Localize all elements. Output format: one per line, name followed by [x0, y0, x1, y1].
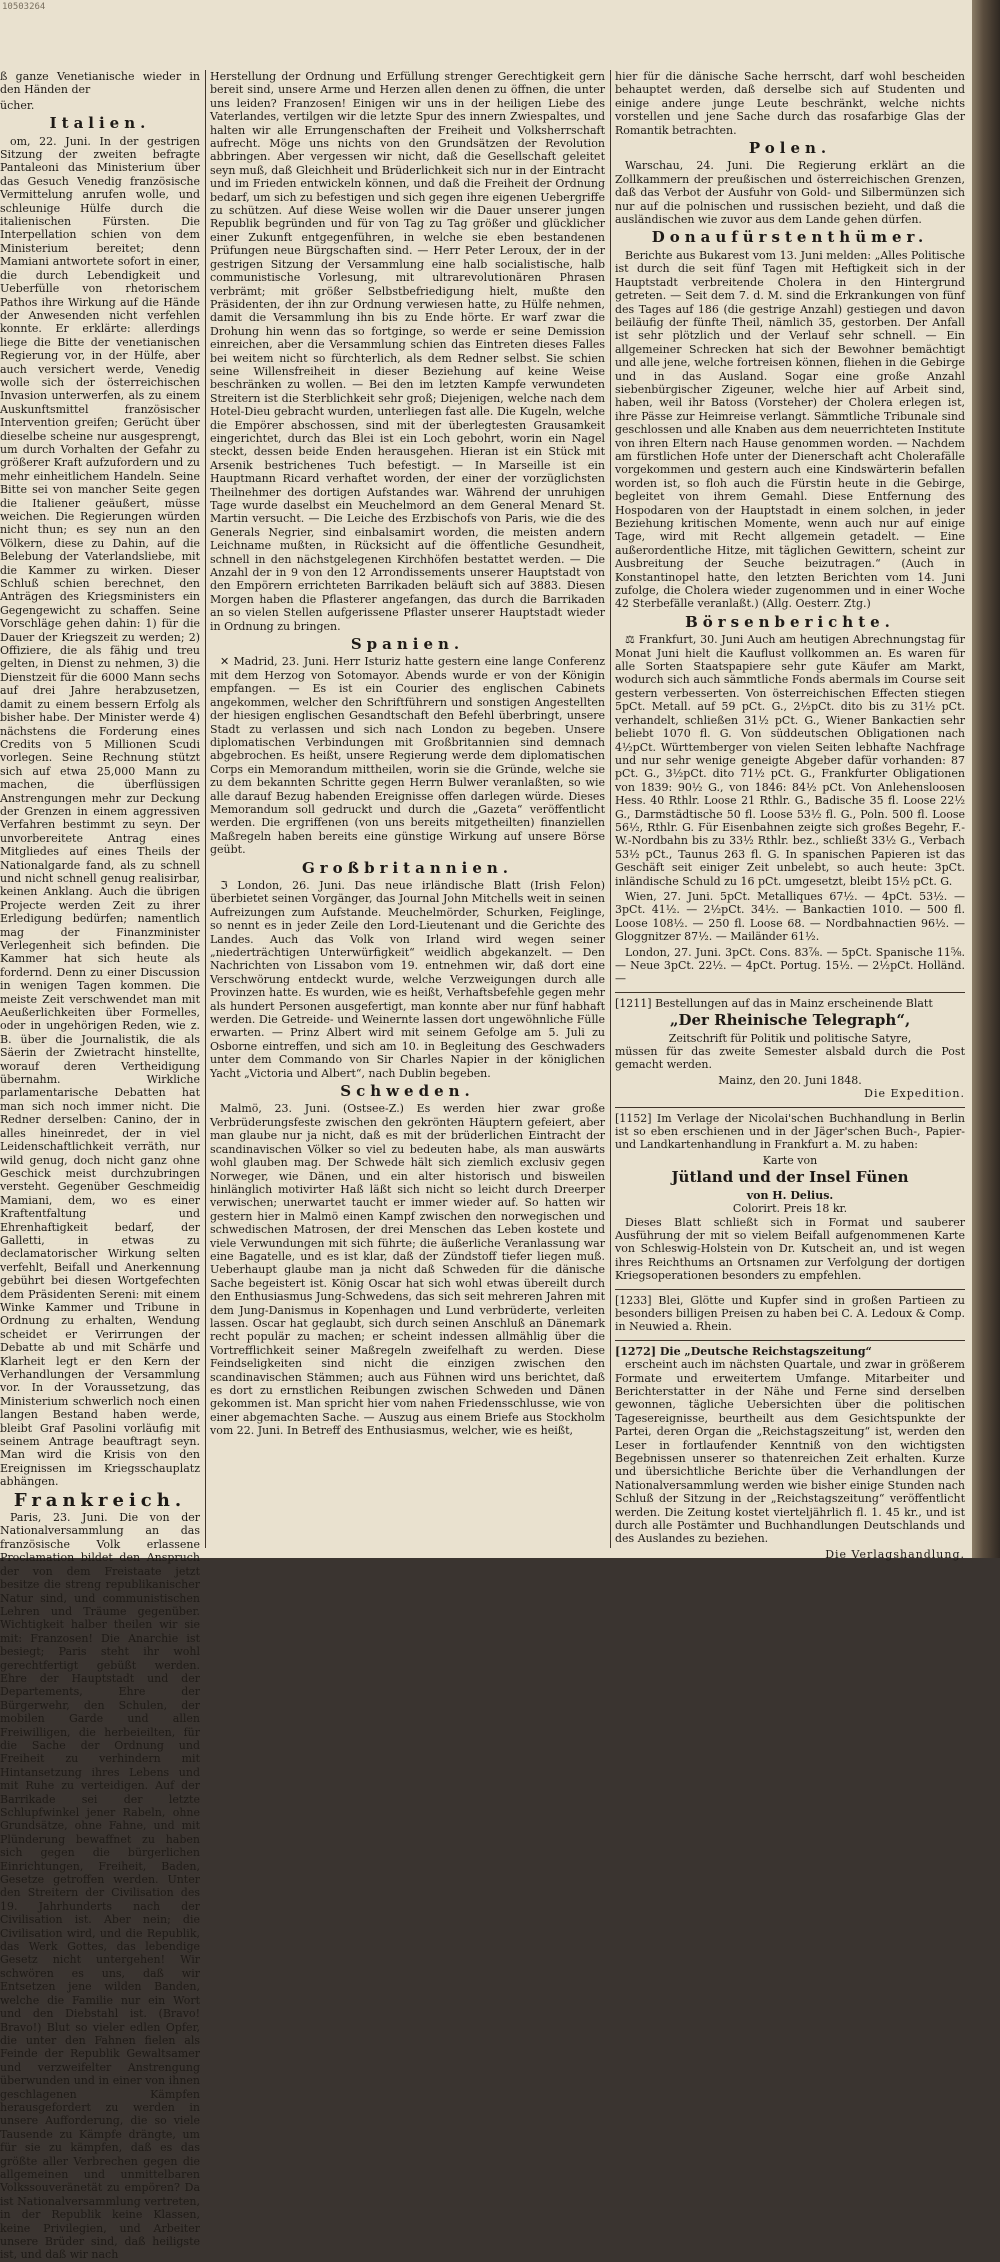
advertisement-reichstagszeitung	[615, 1340, 965, 1562]
article-frankreich: Paris, 23. Juni. Die von der Nationalversammlung an das französische Volk erlassene Proclamation bildet den Anspruch der von dem Freistaate jetzt besitze die streng republikanischer Natur sind, und communistischen Lehren und Träume gegenüber. Wichtigkeit halber theilen wir sie mit: Franzosen! Die Anarchie ist besiegt; Paris steht ihr wohl gerechtfertigt gebüßt werden. Ehre der Hauptstadt und der Departements, Ehre der Bürgerwehr, den Schulen, der mobilen Garde und allen Freiwilligen, die herbeieilten, für die Sache der Ordnung und Freiheit zu verhindern mit Hintansetzung ihres Lebens und mit Ruhe zu verteidigen. Auf der Barrikade sei der letzte Schlupfwinkel jener Rabeln, ohne Grundsätze, ohne Fahne, und mit Plünderung bewaffnet zu haben sich gegen die bürgerlichen Einrichtungen, Freiheit, Baden, Gesetze getroffen werden. Unter den Streitern der Civilisation des 19. Jahrhunderts nach der Civilisation ist. Aber nein; die Civilisation wird, und die Republik, das Werk Gottes, das lebendige Gesetz nicht untergehen! Wir schwören es uns, daß wir Entsetzen jene wilden Banden, welche die Familie nur ein Wort und den Diebstahl ist. (Bravo! Bravo!) Blut so vieler edlen Opfer, die unter den Fahnen fielen als Feinde der Republik Gewaltsamer und verzweifelter Anstrengung überwunden und in einer von ihnen geschlagenen Kämpfen herausgefordert zu werden in unsere Aufforderung, die so viele Tausende zu Kämpfe drängte, um für sie zu kämpfen, daß es das größte aller Verbrechen gegen die allgemeinen und unmittelbaren Volkssouveränetät zu empören? Da ist Nationalversammlung vertreten, in der Republik keine Klassen, keine Privilegien, und Arbeiter unsere Brüder sind, daß heiligste ist, und daß wir nach	[0, 1511, 200, 2262]
section-heading-grossbritannien: Großbritannien.	[301, 858, 514, 877]
article-wien: Wien, 27. Juni. 5pCt. Metalliques 67½. — 4pCt. 53½. — 3pCt. 41½. — 2½pCt. 34½. — Bankactien 1010. — 500 fl. Loose 108½. — 250 fl. Loose 68. — Nordbahnactien 96½. — Gloggnitzer 87½. — Mailänder 61½.	[615, 889, 965, 944]
column-middle	[210, 70, 605, 1550]
article-donau: Berichte aus Bukarest vom 13. Juni melden: „Alles Politische ist durch die seit fünf Tagen mit Heftigkeit sich in der Hauptstadt verbreitende Cholera in den Hintergrund getreten. — Seit dem 7. d. M. sind die Erkrankungen von fünf des Tages auf 186 (die gestrige Anzahl) gestiegen und davon beiläufig der fünfte Theil, nämlich 35, gestorben. Der Anfall ist sehr plötzlich und der Verlauf sehr schnell. — Ein allgemeiner Schrecken hat sich der Bewohner bemächtigt und alle jene, welche fortreisen können, fliehen in die Gebirge und in das Ausland. Sogar eine große Anzahl siebenbürgischer Zigeuner, welche hier auf Arbeit sind, haben, weil ihr Batoss (Vorsteher) der Cholera erlegen ist, ihre Pässe zur Heimreise verlangt. Sämmtliche Tribunale sind geschlossen und alle Knaben aus dem neuerrichteten Institute von ihren Eltern nach Hause genommen worden. — Nachdem am fürstlichen Hofe unter der Dienerschaft acht Cholerafälle vorgekommen und gestern auch eine Kindswärterin befallen worden ist, so floh auch die Fürstin heute in die Gebirge, begleitet von ihrem Gemahl. Diese Entfernung des Hospodaren von der Hauptstadt in einem solchen, in jeder Beziehung kritischen Momente, wenn auch nur auf einige Tage, wird mit Recht allgemein getadelt. — Eine außerordentliche Hitze, mit täglichen Gewittern, scheint zur Ausbreitung der Seuche beizutragen.“ (Auch in Konstantinopel hatte, den letzten Berichten vom 14. Juni zufolge, die Cholera wieder zugenommen und in einer Woche 42 Sterbefälle veranlaßt.) (Allg. Oesterr. Ztg.)	[615, 248, 965, 611]
article-frankfurt: ⚖ Frankfurt, 30. Juni Auch am heutigen Abrechnungstag für Monat Juni hielt die Kauflust vollkommen an. Es waren für alle Sorten Staatspapiere sehr gute Käufer am Markt, wodurch sich auch sämmtliche Fonds abermals im Course seit gestern verbesserten. Von österreichischen Effecten stiegen 5pCt. Metall. auf 59 pCt. G., 2½pCt. dito bis zu 31½ pCt. verhandelt, schließen 31½ pCt. G., Wiener Bankactien sehr beliebt 1070 fl. G. Von süddeutschen Obligationen nach 4½pCt. Württemberger von vielen Seiten lebhafte Nachfrage und nur sehr wenige geneigte Abgeber dafür vorhanden: 87 pCt. G., 3½pCt. dito 71½ pCt. G., Frankfurter Obligationen von 1839: 90½ G., von 1846: 84½ pCt. Von Anlehensloosen Hess. 40 Rthlr. Loose 21 Rthlr. G., Badische 35 fl. Loose 22½ G., Darmstädtische 50 fl. Loose 53½ fl. G., Poln. 500 fl. Loose 56½, Rthlr. G. Für Eisenbahnen zeigte sich großes Begehr, F.-W.-Nordbahn bis zu 33½ Rthlr. bez., schließt 33½ G., Verbach 53½ pCt., Taunus 263 fl. G. In spanischen Papieren ist das Geschäft seit einiger Zeit unbelebt, so auch heute: 3pCt. inländische Schuld zu 16 pCt. umgesetzt, bleibt 15½ pCt. G.	[615, 633, 965, 888]
ad-text: [1211] Bestellungen auf das in Mainz erscheinende Blatt	[615, 996, 933, 1010]
section-heading-italien: Italien.	[49, 114, 151, 133]
advertisement-karte	[615, 1107, 965, 1283]
article-grossbritannien: ℑ London, 26. Juni. Das neue irländische Blatt (Irish Felon) überbietet seinen Vorgänger, das Journal John Mitchells weit in seinen Aufreizungen zum Aufstande. Meuchelmörder, Schurken, Feiglinge, so nennt es in jeder Zeile den Lord-Lieutenant und die Gerichte des Landes. Auch das Volk von Irland wird wegen seiner „niederträchtigen Unterwürfigkeit“ weidlich abgekanzelt. — Den Nachrichten von Lissabon vom 19. entnehmen wir, daß dort eine Verschwörung entdeckt wurde, welche Verzweigungen durch alle Provinzen hatte. Es wurden, wie es heißt, Verhaftsbefehle gegen mehr als hundert Personen ausgefertigt, man konnte aber nur fünf habhaft werden. Die Getreide- und Weinernte lassen dort ungewöhnliche Fülle erwarten. — Prinz Albert wird mit seinem Gefolge am 5. Juli zu Osborne eintreffen, und sich am 10. in Begleitung des Geschwaders unter dem Commando von Sir Charles Napier in der königlichen Yacht „Victoria und Albert“, nach Dublin begeben.	[210, 878, 605, 1080]
ad-date: Mainz, den 20. Juni 1848.	[718, 1073, 862, 1087]
ad-body: Dieses Blatt schließt sich in Format und sauberer Ausführung der mit so vielem Beifall aufgenommenen Karte von Schleswig-Holstein von Dr. Kutscheit an, und ist wegen ihres Reichthums an Ortsnamen zur Verfolgung der dortigen Kriegsoperationen besonders zu empfehlen.	[615, 1215, 965, 1283]
section-heading-spanien: Spanien.	[350, 635, 465, 654]
archive-stamp: 10503264	[2, 2, 46, 12]
ad-body: erscheint auch im nächsten Quartale, und zwar in größerem Formate und erweitertem Umfange. Mitarbeiter und Berichterstatter in der Nähe und Ferne sind derselben gewonnen, tägliche Uebersichten über die politischen Tagesereignisse, beurtheilt aus dem Gesichtspunkte der Partei, deren Organ die „Reichstagszeitung“ ist, werden den Leser in fortlaufender Kenntniß von den wichtigsten Begebnissen unserer so thatenreichen Zeit erhalten. Kurze und übersichtliche Berichte über die Verhandlungen der Nationalversammlung werden wie bisher einige Stunden nach Schluß der Sitzung in der „Reichstagszeitung“ veröffentlicht werden. Die Zeitung kostet vierteljährlich fl. 1. 45 kr., und ist durch alle Postämter und Buchhandlungen Deutschlands und des Auslandes zu beziehen.	[615, 1358, 965, 1546]
ad-title: Jütland und der Insel Fünen	[671, 1168, 909, 1187]
column-rule	[205, 70, 206, 1548]
paragraph: ücher.	[0, 98, 35, 112]
article-schweden-cont: hier für die dänische Sache herrscht, darf wohl bescheiden behauptet werden, daß derselbe sich auf Studenten und einige andere junge Leute beschränkt, welche nichts vorstellen und jene Sache durch das rosafarbige Glas der Romantik betrachten.	[615, 70, 965, 137]
article-polen: Warschau, 24. Juni. Die Regierung erklärt an die Zollkammern der preußischen und österreichischen Grenzen, daß das Verbot der Ausfuhr von Gold- und Silbermünzen sich nur auf die polnischen und russischen bezieht, und daß die ausländischen wie zuvor aus dem Lande gehen dürfen.	[615, 159, 965, 227]
section-heading-frankreich: Frankreich.	[13, 1489, 187, 1511]
ad-karte-label: Karte von	[762, 1153, 818, 1167]
section-heading-polen: Polen.	[748, 139, 832, 158]
article-italien: om, 22. Juni. In der gestrigen Sitzung der zweiten befragte Pantaleoni das Ministerium über das Gesuch Venedig französische Vermittelung anrufen wolle, und schleunige Hülfe durch die italienischen Fürsten. Die Interpellation schien von dem Ministerium bereitet; denn Mamiani antwortete sofort in einer, die durch Lebendigkeit und Ueberfülle von rhetorischem Pathos ihre Wirkung auf die Hände der Anwesenden nicht verfehlen konnte. Er erklärte: allerdings liege die Bitte der venetianischen Regierung vor, in der Hülfe, aber auch versichert werde, Venedig wolle sich der österreichischen Invasion unterwerfen, als zu einem Auskunftsmittel französischer Intervention greifen; Gerücht über dieselbe scheine nur ausgesprengt, um durch Vorhalten der Gefahr zu größerer Kraft aufzufordern und zu mehr einheitlichem Handeln. Seine Bitte sei von mancher Seite gegen die Italiener geäußert, müsse weichen. Die Regierungen würden nicht thun; es sey nun an den Völkern, diese zu Dahin, auf die Belebung der Vaterlandsliebe, mit die Kammer zu wirken. Dieser Schluß schien berechnet, den Anträgen des Kriegsministers ein Gegengewicht zu schaffen. Seine Vorschläge gehen dahin: 1) für die Dauer der Kriegszeit zu werden; 2) Offiziere, die als fähig und treu gelten, in Dienst zu nehmen, 3) die Dienstzeit für die 6000 Mann sechs auf drei Jahre herabzusetzen, damit zu einem bessern Erfolg als bisher habe. Der Minister werde 4) nächstens die Forderung eines Credits von 5 Millionen Scudi vorlegen. Seine Rechnung stützt sich auf etwa 25,000 Mann zu machen, die überflüssigen Anstrengungen mehr zur Deckung der Grenzen in einem aggressiven Verfahren bestimmt zu seyn. Der unvorbereitete Antrag eines Mitgliedes auf eines Theils der Nationalgarde fand, als zu schnell und nicht schnell genug realisirbar, keinen Anklang. Auch die übrigen Projecte werden Zeit zu ihrer Erledigung bedürfen; namentlich mag der Finanzminister Verlegenheit sich befinden. Die Kammer hat sich heute als fordernd. Denn zu einer Discussion in wenigen Tagen kommen. Die meiste Zeit verschwendet man mit Aeußerlichkeiten über Formelles, oder in ungehörigen Reden, wie z. B. über die Journalistik, die als Säerin der Zwietracht hinstellte, worauf deren Vertheidigung übernahm. Wirkliche parlamentarische Debatten hat man sich noch immer nicht. Die Redner derselben: Canino, der in alles hineinredet, der in viel Leidenschaftlichkeit verräth, nur wild genug, doch nicht ganz ohne Geschick meist durchzubringen versteht. Gegenüber Geschmeidig Mamiani, dem, wo es einer Kraftentfaltung und Ehrenhaftigkeit bedarf, der Galletti, in etwas zu declamatorischer Wirkung selten verfehlt, Beifall und Anerkennung gebührt bei diesen Wortgefechten dem Präsidenten Sereni: mit einem Winke Kammer und Tribune in Ordnung zu erhalten, Wendung scheidet er Verirrungen der Debatte ab und mit Schärfe und Klarheit legt er den Kern der Verhandlungen der Versammlung vor. In der Voraussetzung, das Ministerium schwerlich noch einen langen Bestand haben werde, bleibt Graf Pasolini vorläufig mit seinem Antrage beauftragt seyn. Man wird die Krisis von den Ereignissen im Kriegsschauplatz abhängen.	[0, 134, 200, 1489]
column-right	[615, 70, 965, 1561]
ad-signature: Die Expedition.	[864, 1087, 965, 1101]
article-london: London, 27. Juni. 3pCt. Cons. 83⅞. — 5pCt. Spanische 11⅝. — Neue 3pCt. 22½. — 4pCt. Portug. 15½. — 2½pCt. Holländ. —	[615, 945, 965, 986]
advertisement-telegraph	[615, 992, 965, 1101]
ad-text: [1152] Im Verlage der Nicolai'schen Buchhandlung in Berlin ist so eben erschienen und in der Jäger'schen Buch-, Papier- und Landkartenhandlung in Frankfurt a. M. zu haben:	[615, 1111, 965, 1152]
ad-price: Colorirt. Preis 18 kr.	[732, 1202, 848, 1216]
ad-title: „Der Rheinische Telegraph“,	[669, 1011, 911, 1030]
ad-text: [1233] Blei, Glötte und Kupfer sind in großen Partieen zu besonders billigen Preisen zu haben bei C. A. Ledoux & Comp. in Neuwied a. Rhein.	[615, 1293, 965, 1334]
ad-signature: Die Verlagshandlung.	[825, 1547, 965, 1561]
section-heading-schweden: Schweden.	[340, 1082, 475, 1101]
ad-title: [1272] Die „Deutsche Reichstagszeitung“	[615, 1344, 872, 1358]
advertisement-blei	[615, 1289, 965, 1334]
book-gutter	[972, 0, 1000, 1558]
article-spanien: ✕ Madrid, 23. Juni. Herr Isturiz hatte gestern eine lange Conferenz mit dem Herzog von Sotomayor. Abends wurde er von der Königin empfangen. — Es ist ein Courier des englischen Cabinets angekommen, welcher den Schriftführern und sonstigen Angestellten der hiesigen englischen Gesandtschaft den Befehl überbringt, unsere Stadt zu verlassen und sich nach London zu begeben. Unsere diplomatischen Verbindungen mit Großbritannien sind demnach abgebrochen. Es heißt, unsere Regierung werde dem diplomatischen Corps ein Memorandum mittheilen, worin sie die Gründe, welche sie zu dem bekannten Schritte gegen Herrn Bulwer veranlaßten, so wie alle darauf Bezug habenden Ereignisse offen darlegen würde. Dieses Memorandum soll gedruckt und durch die „Gazeta“ veröffentlicht werden. Die ergriffenen (von uns bereits mitgetheilten) finanziellen Maßregeln haben bereits eine günstige Wirkung auf unsere Börse geübt.	[210, 655, 605, 857]
column-left	[0, 70, 200, 2262]
article-schweden: Malmö, 23. Juni. (Ostsee-Z.) Es werden hier zwar große Verbrüderungsfeste zwischen den gekrönten Häuptern gefeiert, aber man glaube nur ja nicht, daß es mit der brüderlichen Eintracht der scandinavischen Völker so viel zu bedeuten habe, als man auswärts wohl glauben mag. Der Schwede hält sich ziemlich exclusiv gegen Norweger, wie Dänen, und ein alter historisch und bisweilen hinlänglich motivirter Haß läßt sich nicht so leicht durch Dreerper verwischen; unerwartet taucht er immer wieder auf. So hatten wir gestern hier in Malmö einen Kampf zwischen den norwegischen und schwedischen Matrosen, der drei Menschen das Leben kostete und viele Verwundungen mit sich führte; die äußerliche Veranlassung war eine Bagatelle, und es ist klar, daß der Zündstoff tiefer liegen muß. Ueberhaupt glaube man ja nicht daß Schweden für die dänische Sache begeistert ist. König Oscar hat sich wohl etwas übereilt durch den Enthusiasmus Jung-Schwedens, das sich seit mehreren Jahren mit dem Jung-Danismus in Kopenhagen und Lund verbrüderte, verleiten lassen. Oscar hat geglaubt, sich durch seinen Anschluß an Dänemark recht populär zu machen; er scheint indessen allmählig über die Vortrefflichkeit seiner Maßregeln zweifelhaft zu werden. Diese Feindseligkeiten sind nicht die einzigen zwischen den scandinavischen Stämmen; auch aus Fühnen wird uns berichtet, daß es dort zu ernstlichen Reibungen zwischen Schweden und Dänen gekommen ist. Man spricht hier vom nahen Friedensschlusse, wie von einer abgemachten Sache. — Auszug aus einem Briefe aus Stockholm vom 22. Juni. In Betreff des Enthusiasmus, welcher, wie es heißt,	[210, 1102, 605, 1438]
ad-body: müssen für das zweite Semester alsbald durch die Post gemacht werden.	[615, 1045, 965, 1072]
column-rule	[610, 70, 611, 1548]
section-heading-boerse: Börsenberichte.	[685, 612, 895, 631]
section-heading-donau: Donaufürstenthümer.	[651, 228, 929, 247]
ad-subtitle: Zeitschrift für Politik und politische Satyre,	[668, 1031, 912, 1045]
paragraph: ß ganze Venetianische wieder in den Händen der	[0, 70, 200, 97]
article-frankreich-cont: Herstellung der Ordnung und Erfüllung strenger Gerechtigkeit gern bereit sind, unsere Arme und Herzen allen denen zu öffnen, die unter uns leiden? Franzosen! Einigen wir uns in der heiligen Liebe des Vaterlandes, vertilgen wir die letzte Spur des innern Zwiespaltes, und halten wir alle Errungenschaften der Freiheit und Volksherrschaft aufrecht. Möge uns nichts von den Grundsätzen der Revolution abbringen. Aber vergessen wir nicht, daß die Gesellschaft geleitet seyn muß, daß Gleichheit und Brüderlichkeit sich nur in der Eintracht und im Frieden entwickeln können, und daß die Freiheit der Ordnung bedarf, um sich zu befestigen und sich gegen ihre eigenen Uebergriffe zu schützen. Auf diese Weise wollen wir die Dauer unserer jungen Republik begründen und für von Tag zu Tag größer und glücklicher einer Zukunft entgegenführen, in welche sie eben bestandenen Prüfungen neue Bürgschaften sind. — Herr Peter Leroux, der in der gestrigen Sitzung der Versammlung eine halb socialistische, halb communistische Vorlesung, mit ultrarevolutionären Phrasen verbrämt; mit größer Selbstbefriedigung hielt, mußte den Präsidenten, der ihn zur Ordnung verwiesen hatte, zu Hülfe nehmen, damit die Versammlung ihn bis zu Ende hörte. Er warf zwar die Drohung hin wenn das so fortginge, so werde er seine Demission einreichen, aber die Versammlung schien das Eintreten dieses Falles bei weitem nicht so fürchterlich, als dem Redner selbst. Sie schien seine Willensfreiheit in dieser Beziehung auf keine Weise beschränken zu wollen. — Bei den im letzten Kampfe verwundeten Streitern ist die Sterblichkeit sehr groß; Diejenigen, welche nach dem Hotel-Dieu gebracht wurden, unterliegen fast alle. Die Kugeln, welche die Empörer abschossen, sind mit der überlegtesten Grausamkeit eingerichtet, durch das Blei ist ein Loch gebohrt, worin ein Nagel steckt, dessen beide Enden herausgehen. Hieran ist ein Stück mit Arsenik bestrichenes Tuch befestigt. — In Marseille ist ein Hauptmann Ricard verhaftet worden, der einer der vorzüglichsten Theilnehmer des dortigen Aufstandes war. Während der unruhigen Tage wurde daselbst ein Meuchelmord an dem General Menard St. Martin versucht. — Die Leiche des Erzbischofs von Paris, wie die des Generals Negrier, sind einbalsamirt worden, die meisten andern Leichname mußten, in Rücksicht auf die öffentliche Gesundheit, schnell in den nächstgelegenen Kirchhöfen bestattet werden. — Die Anzahl der in 9 von den 12 Arrondissements unserer Hauptstadt von den Empörern errichteten Barrikaden beläuft sich auf 3883. Diesen Morgen haben die Pflasterer angefangen, das durch die Barrikaden an so vielen Stellen aufgerissene Pflaster unserer Hauptstadt wieder in Ordnung zu bringen.	[210, 70, 605, 633]
ad-author: von H. Delius.	[746, 1188, 834, 1202]
